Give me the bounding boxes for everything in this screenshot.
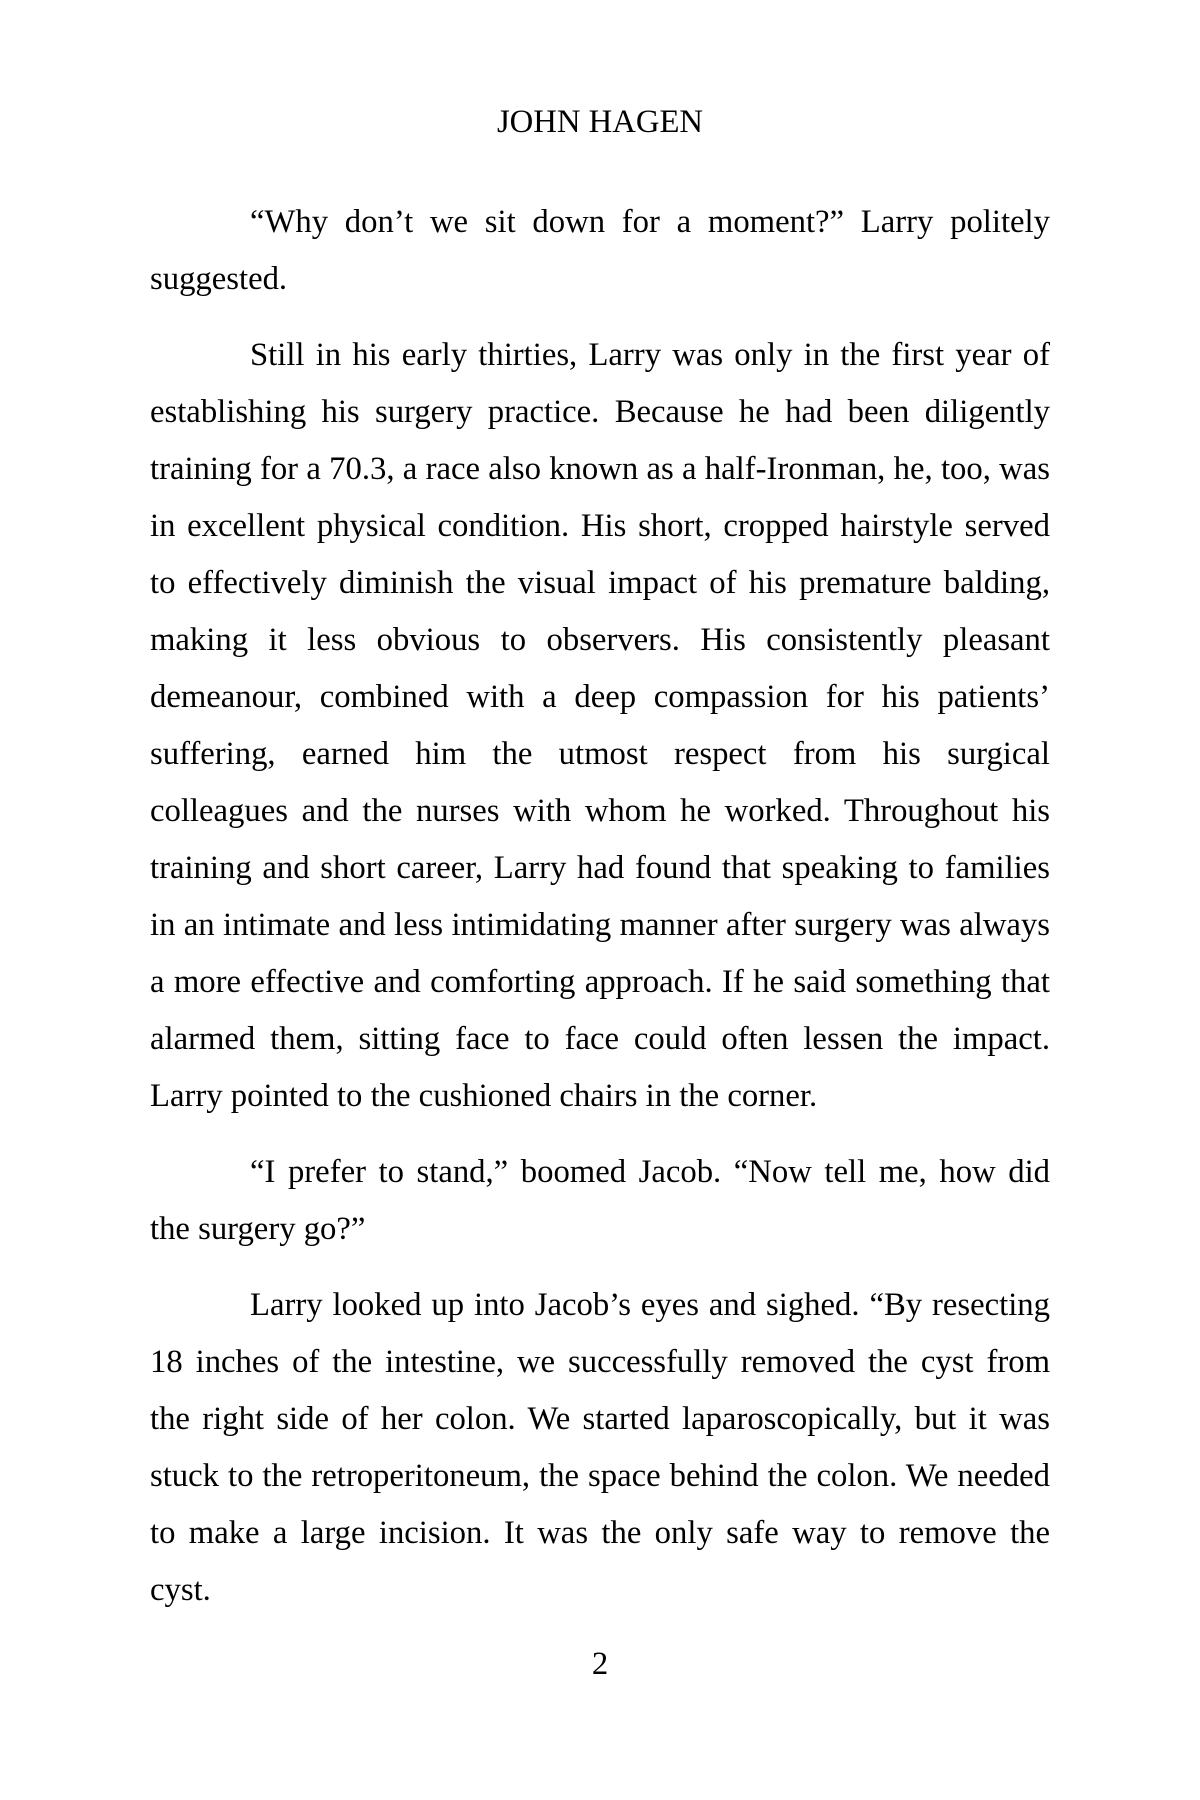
page-number: 2 [591,1646,609,1682]
paragraph-larry-description: Still in his early thirties, Larry was only in the first year of establishing his surgery practice. Because he had been diligently training for a 70.3, a race also known as a half-Ironman, he, too, was in excellent physical condition. His short, cropped hairstyle served to effectively diminish the visual impact of his premature balding, making it less obvious to observers. His consistently pleasant demeanour, combined with a deep compassion for his patients’ suffering, earned him the utmost respect from his surgical colleagues and the nurses with whom he worked. Throughout his training and short career, Larry had found that speaking to families in an intimate and less intimidating manner after surgery was always a more effective and comforting approach. If he said something that alarmed them, sitting face to face could often lessen the impact. Larry pointed to the cushioned chairs in the corner. [150,337,1050,1114]
paragraph-dialogue-jacob: “I prefer to stand,” boomed Jacob. “Now tell me, how did the surgery go?” [150,1154,1050,1247]
paragraph-dialogue-surgery: Larry looked up into Jacob’s eyes and sighed. “By resecting 18 inches of the intestine, we successfully removed the cyst from the right side of her colon. We started laparoscopically, but it was stuck to the retroperitoneum, the space behind the colon. We needed to make a large incision. It was the only safe way to remove the cyst. [150,1287,1050,1608]
running-header-author-name: JOHN HAGEN [496,104,704,140]
paragraph-dialogue-larry: “Why don’t we sit down for a moment?” Larry politely suggested. [150,204,1050,297]
page-body-text [150,194,1050,1619]
